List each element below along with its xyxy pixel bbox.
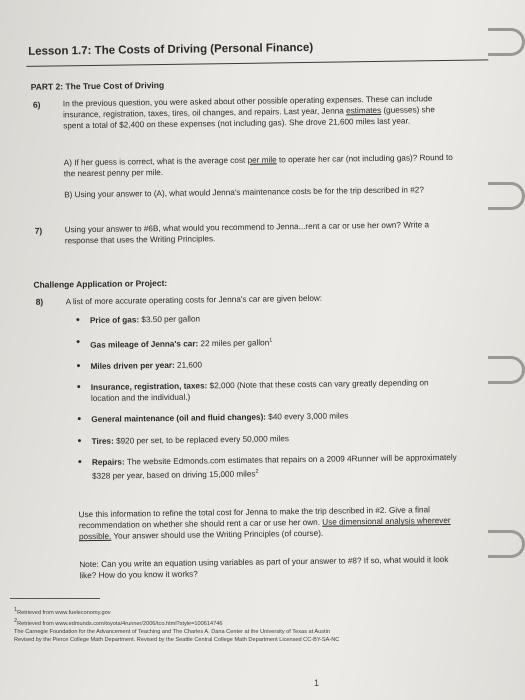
question-8-number: 8) xyxy=(35,296,44,307)
question-6-text xyxy=(63,93,455,132)
question-8-intro: A list of more accurate operating costs for Jenna's car are given below: xyxy=(65,293,323,307)
challenge-heading: Challenge Application or Project: xyxy=(33,277,168,290)
footnote-2 xyxy=(14,617,444,628)
question-6-underlined: estimates xyxy=(346,106,382,116)
bullet-text: $920 per set, to be replaced every 50,000 miles xyxy=(113,433,290,446)
question-6-number: 6) xyxy=(32,99,41,110)
binder-ring xyxy=(488,356,525,384)
bullet-label: Miles driven per year: xyxy=(90,360,175,371)
question-6-text-a: In the previous question, you were asked about other possible operating expenses. These can include insurance, registration, taxes, tires, oil changes, and repairs. Last year, Jenna xyxy=(62,94,433,120)
bullet-text: The website Edmonds.com estimates that repairs on a 2009 4Runner will be approximately $328 per year, based on driving 15,000 miles xyxy=(92,453,457,481)
binder-rings xyxy=(485,0,525,700)
list-item xyxy=(78,453,460,482)
question-6-text-b: (guesses) she spent a total of $2,400 on these expenses (not including gas). She drove 21,600 miles last year. xyxy=(63,105,435,131)
list-item xyxy=(76,332,458,351)
bullet-text: 22 miles per gallon xyxy=(198,337,270,348)
footnote-credit: The Carnegie Foundation for the Advancement of Teaching and The Charles A. Dana Center at the University of Texas at Austin xyxy=(14,628,330,635)
question-6a-underlined: per mile xyxy=(247,155,277,165)
question-6b: B) Using your answer to (A), what would Jenna's maintenance costs be for the trip described in #2? xyxy=(64,185,424,200)
bullet-label: General maintenance (oil and fluid changes): xyxy=(91,412,267,425)
part2-heading: PART 2: The True Cost of Driving xyxy=(30,79,165,92)
bullet-label: Tires: xyxy=(91,436,114,446)
bullet-text: $2,000 (Note that these costs can vary greatly depending on location and the individual.) xyxy=(90,378,429,403)
question-8-closing xyxy=(79,504,465,543)
question-6a-text-b: to operate her car (not including gas)? Round to the nearest penny per mile. xyxy=(63,152,453,179)
footnote-1 xyxy=(14,606,444,617)
bullet-text: $3.50 per gallon xyxy=(139,314,201,325)
list-item xyxy=(77,378,459,404)
question-7-text: Using your answer to #6B, what would you recommend to Jenna...rent a car or use her own? Write a response that uses the Writing Principles. xyxy=(64,220,430,246)
operating-costs-list xyxy=(76,311,460,493)
footnote-1-text: Retrieved from www.fueleconomy.gov xyxy=(17,609,111,616)
list-item xyxy=(77,410,459,426)
footnote-2-mark: 2 xyxy=(14,617,18,624)
page-number: 1 xyxy=(314,678,320,688)
list-item xyxy=(76,311,458,327)
closing-text-b: Your answer should use the Writing Principles (of course). xyxy=(111,529,324,542)
question-8-note: Note: Can you write an equation using variables as part of your answer to #8? If so, what would it look like? How do you know it works? xyxy=(79,555,449,581)
binder-ring xyxy=(488,530,525,558)
bullet-text: 21,600 xyxy=(174,360,203,370)
question-6a xyxy=(64,152,456,180)
lesson-title: Lesson 1.7: The Costs of Driving (Personal Finance) xyxy=(28,41,314,58)
closing-text-a: Use this information to refine the total cost for Jenna to make the trip described in #2. Give a final recommendation on whether she should rent a car or use her own. xyxy=(78,505,431,531)
footnote-divider xyxy=(10,598,100,599)
worksheet-content xyxy=(18,34,458,581)
list-item xyxy=(78,432,460,448)
footnote-1-mark: 1 xyxy=(14,607,18,613)
binder-ring xyxy=(488,28,525,56)
closing-underlined: Use dimensional analysis wherever possible. xyxy=(78,516,451,542)
list-item xyxy=(77,357,459,373)
bullet-label: Insurance, registration, taxes: xyxy=(90,381,208,393)
title-underline xyxy=(26,59,488,66)
footnote-ref: 2 xyxy=(255,468,259,475)
lesson-header xyxy=(18,34,458,66)
bullet-label: Gas mileage of Jenna's car: xyxy=(90,338,199,350)
footnote-license: Revised by the Pierce College Math Department. Revised by the Seattle Central College Math Department Licensed CC-BY-SA-NC xyxy=(14,636,340,643)
footnotes xyxy=(14,606,444,644)
bullet-text: $40 every 3,000 miles xyxy=(265,411,349,422)
footnote-2-text: Retrieved from www.edmunds.com/toyota/4runner/2006/tco.html?style=100614746 xyxy=(17,620,223,627)
binder-ring xyxy=(488,182,525,210)
footnote-ref: 1 xyxy=(269,336,273,344)
bullet-label: Repairs: xyxy=(91,457,125,468)
bullet-label: Price of gas: xyxy=(89,315,140,326)
question-6a-text-a: A) If her guess is correct, what is the average cost xyxy=(63,155,248,168)
question-7-number: 7) xyxy=(34,225,43,236)
